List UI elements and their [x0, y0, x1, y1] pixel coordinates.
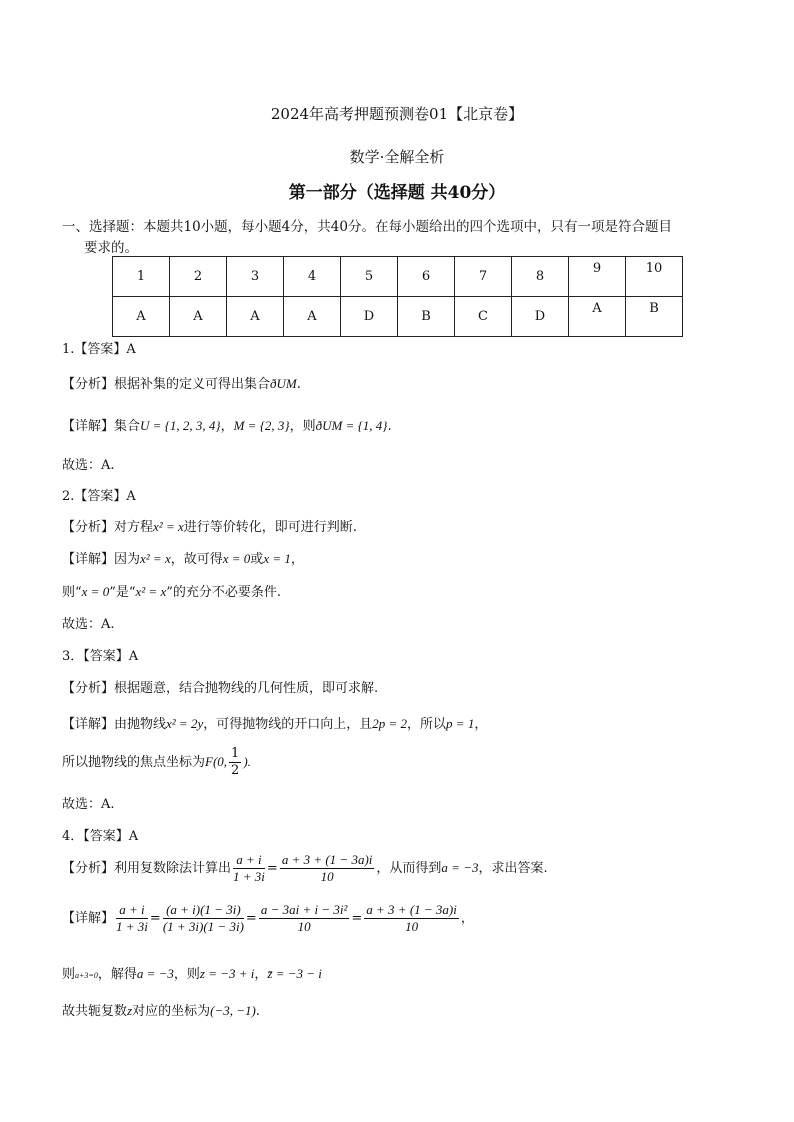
- fraction-numerator: a + 3 + (1 − 3a)i: [366, 902, 457, 917]
- fraction-numerator: a − 3ai + i − 3i²: [260, 902, 348, 917]
- q4-analysis-end: ，求出答案.: [478, 861, 548, 876]
- fraction-numerator: a + 3 + (1 − 3a)i: [281, 852, 373, 867]
- equals-sign: =: [351, 911, 363, 926]
- answer-cell: A: [569, 297, 626, 337]
- q2-choice: 故选：A.: [62, 617, 115, 632]
- fraction-denominator: 2: [231, 763, 240, 778]
- answer-cell: B: [626, 297, 683, 337]
- q3-detail-math-3: p = 1: [446, 716, 475, 731]
- fraction-denominator: 1 + 3i: [233, 869, 265, 884]
- answer-table-answers-row: [113, 297, 683, 337]
- fraction-denominator: 10: [405, 919, 419, 934]
- q4-analysis-text: 【分析】利用复数除法计算出: [62, 861, 232, 876]
- fraction-denominator: 10: [320, 869, 334, 884]
- question-number-cell: 8: [512, 257, 569, 297]
- fraction-denominator: (1 + 3i)(1 − 3i): [162, 919, 244, 934]
- q2-detail-or: 或: [250, 552, 264, 567]
- q1-analysis-math: ðUM: [270, 376, 297, 391]
- fraction-numerator: a + i: [233, 852, 265, 869]
- q4-solve-text: 则: [62, 967, 76, 982]
- q4-solve-math-3: z̄ = −3 − i: [267, 966, 322, 981]
- q1-choice: 故选：A.: [62, 458, 115, 473]
- q2-detail: [62, 548, 304, 567]
- q1-detail-sep: ，: [220, 419, 234, 434]
- question-number-cell: 7: [455, 257, 512, 297]
- q4-solve-sep: ，: [254, 967, 268, 982]
- q3-detail-math-2: 2p = 2: [372, 716, 408, 731]
- answer-table: [112, 256, 683, 337]
- answer-cell: D: [341, 297, 398, 337]
- question-number-cell: 9: [569, 257, 626, 297]
- q4-solve-mid: ，解得: [97, 967, 137, 982]
- answer-cell: B: [398, 297, 455, 337]
- q2-cond-text: 则“: [62, 585, 82, 600]
- question-number-cell: 6: [398, 257, 455, 297]
- q1-detail-mid: ，则: [289, 419, 316, 434]
- q1-analysis-text: 【分析】根据补集的定义可得出集合: [62, 377, 271, 392]
- question-number-cell: 2: [170, 257, 227, 297]
- q4-detail-fraction-2: [163, 902, 244, 935]
- q1-detail: [62, 415, 392, 434]
- q4-conjugate: [62, 1000, 260, 1019]
- q4-conj-end: .: [255, 1004, 260, 1019]
- q1-detail-math-u: U = {1, 2, 3, 4}: [140, 418, 221, 433]
- q2-analysis-text: 【分析】对方程: [62, 520, 154, 535]
- q4-conj-coord: (−3, −1): [210, 1003, 256, 1018]
- q2-detail-end: ，: [290, 552, 304, 567]
- fraction-numerator: 1: [231, 746, 240, 761]
- fraction-denominator: 1 + 3i: [116, 919, 148, 934]
- answer-cell: A: [113, 297, 170, 337]
- q3-focus-text: 所以抛物线的焦点坐标为: [62, 755, 206, 770]
- q4-answer-heading: 4．【答案】A: [62, 829, 139, 844]
- question-number-cell: 3: [227, 257, 284, 297]
- q1-detail-math-complement: ðUM = {1, 4}: [315, 418, 388, 433]
- q2-analysis-end: 进行等价转化，即可进行判断.: [183, 520, 357, 535]
- answer-cell: A: [284, 297, 341, 337]
- q4-detail-fraction-4: [364, 902, 459, 935]
- equals-sign: =: [245, 911, 257, 926]
- q2-detail-math-2: x = 0: [222, 551, 251, 566]
- q4-solve-math-2: z = −3 + i: [199, 966, 255, 981]
- q1-detail-text: 【详解】集合: [62, 419, 141, 434]
- q4-analysis-mid: ，从而得到: [376, 861, 442, 876]
- q4-detail-end: ，: [460, 911, 474, 926]
- q1-analysis: [62, 373, 301, 392]
- q4-conj-math: z: [127, 1003, 133, 1018]
- q2-condition: [62, 581, 281, 600]
- q2-cond-mid: ”是“: [109, 585, 136, 600]
- q3-focus-math-end: ).: [243, 754, 251, 769]
- answer-cell: D: [512, 297, 569, 337]
- q4-detail: [62, 902, 474, 935]
- answer-cell: A: [170, 297, 227, 337]
- q3-focus: [62, 746, 251, 779]
- q3-choice: 故选：A.: [62, 797, 115, 812]
- q3-detail-mid: ，可得抛物线的开口向上，且: [203, 717, 373, 732]
- document-subtitle: 数学·全解全析: [349, 148, 445, 166]
- q3-answer-heading: 3．【答案】A: [62, 649, 139, 664]
- q4-solve-math-1: a = −3: [136, 966, 174, 981]
- instructions-line-1: 一、选择题：本题共10小题，每小题4分，共40分。在每小题给出的四个选项中，只有一项是符合题目: [62, 219, 672, 235]
- q4-analysis-math: a = −3: [441, 860, 479, 875]
- fraction-numerator: a + i: [116, 902, 148, 919]
- q3-detail-math-1: x² = 2y: [166, 716, 204, 731]
- instructions-line-2: 要求的。: [84, 240, 138, 256]
- q4-detail-fraction-1: [116, 902, 148, 935]
- q1-answer-heading: 1.【答案】A: [62, 342, 136, 357]
- q2-analysis-math: x² = x: [153, 519, 184, 534]
- answer-cell: A: [227, 297, 284, 337]
- q4-conj-mid: 对应的坐标为: [132, 1004, 211, 1019]
- q4-solve-mid-2: ，则: [173, 967, 200, 982]
- q1-detail-math-m: M = {2, 3}: [233, 418, 290, 433]
- q3-detail-mid-2: ，所以: [407, 717, 447, 732]
- q3-detail: [62, 713, 487, 732]
- answer-table-numbers-row: [113, 257, 683, 297]
- q2-cond-math-2: x² = x: [135, 584, 167, 599]
- equals-sign: =: [266, 861, 278, 876]
- q2-detail-math-3: x = 1: [263, 551, 291, 566]
- q4-analysis: [62, 852, 548, 885]
- q1-detail-end: .: [387, 419, 392, 434]
- equals-sign: =: [149, 911, 161, 926]
- fraction-numerator: (a + i)(1 − 3i): [163, 902, 244, 919]
- q3-analysis: 【分析】根据题意，结合抛物线的几何性质，即可求解.: [62, 681, 379, 696]
- q2-detail-math-1: x² = x: [140, 551, 171, 566]
- q4-analysis-fraction-1: [233, 852, 265, 885]
- question-number-cell: 1: [113, 257, 170, 297]
- q4-detail-fraction-3: [259, 902, 350, 935]
- q4-conj-text: 故共轭复数: [62, 1004, 128, 1019]
- q3-detail-end: ，: [474, 717, 488, 732]
- fraction-denominator: 10: [297, 919, 311, 934]
- q4-solve: [62, 963, 322, 982]
- q2-cond-end: ”的充分不必要条件.: [166, 585, 281, 600]
- q3-detail-text: 【详解】由抛物线: [62, 717, 167, 732]
- q1-analysis-end: .: [296, 377, 301, 392]
- answer-cell: C: [455, 297, 512, 337]
- q2-detail-text: 【详解】因为: [62, 552, 141, 567]
- q3-focus-math: F(0,: [205, 754, 228, 769]
- q4-solve-small-math: a+3=0: [75, 971, 98, 980]
- document-title: 2024年高考押题预测卷01【北京卷】: [270, 105, 524, 123]
- question-number-cell: 10: [626, 257, 683, 297]
- q4-analysis-fraction-2: [280, 852, 375, 885]
- question-number-cell: 4: [284, 257, 341, 297]
- q2-analysis: [62, 516, 357, 535]
- q4-detail-text: 【详解】: [62, 911, 115, 926]
- q2-answer-heading: 2.【答案】A: [62, 489, 136, 504]
- section-heading: 第一部分（选择题 共40分）: [288, 183, 506, 203]
- question-number-cell: 5: [341, 257, 398, 297]
- q2-cond-math-1: x = 0: [81, 584, 110, 599]
- q2-detail-mid: ，故可得: [170, 552, 223, 567]
- q3-focus-fraction: [229, 746, 241, 779]
